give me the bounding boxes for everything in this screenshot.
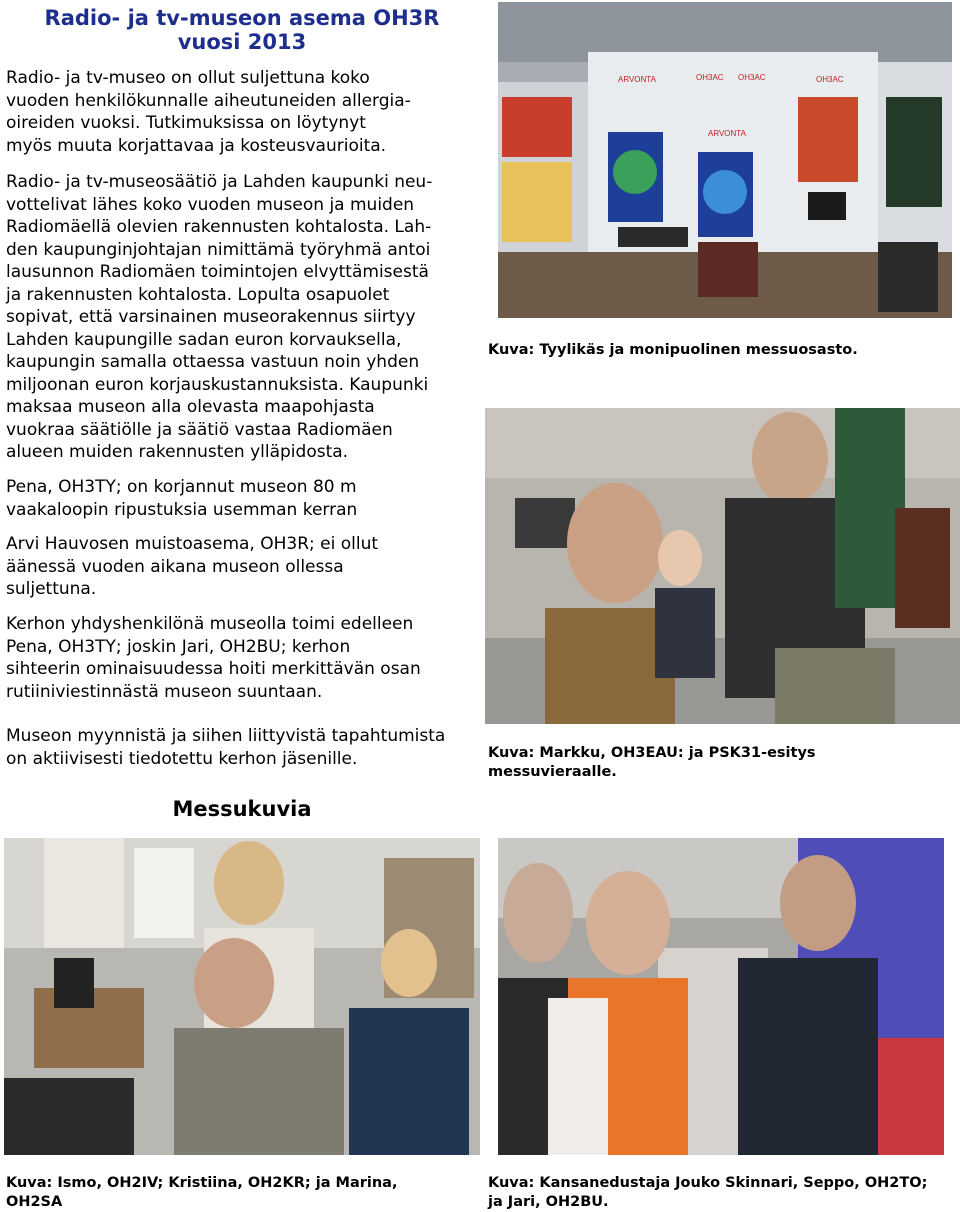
paragraph-memorial-station: Arvi Hauvosen muistoasema, OH3R; ei ollut äänessä vuoden aikana museon ollessa suljettuna. bbox=[6, 534, 379, 599]
title-line-2: vuosi 2013 bbox=[177, 30, 307, 54]
caption-psk31-demo: Kuva: Markku, OH3EAU: ja PSK31-esitys messuvieraalle. bbox=[488, 745, 816, 780]
paragraph-negotiations: Radio- ja tv-museosäätiö ja Lahden kaupunki neu- vottelivat lähes koko vuoden museon ja muiden Radiomäellä olevien rakennusten kohtalosta. Lah- den kaupunginjohtajan nimittämä työryhmä antoi lausunnon Radiomäen toimintojen elvyttämisestä ja rakennusten kohtalosta. Lopulta osapuolet sopivat, että varsinainen museorakennus siirtyy Lahden kaupungille sadan euron korvauksella, kaupungin samalla ottaessa vastuun noin yhden miljoonan euron korjauskustannuksista. Kaupunki maksaa museon alla olevasta maapohjasta vuokraa säätiölle ja säätiö vastaa Radiomäen alueen muiden rakennusten ylläpidosta. bbox=[6, 172, 433, 462]
booth-sign-4: OH3AC bbox=[816, 75, 844, 84]
photo-politician bbox=[498, 838, 944, 1155]
caption-visitors: Kuva: Ismo, OH2IV; Kristiina, OH2KR; ja Marina, OH2SA bbox=[6, 1175, 398, 1210]
paragraph-museum-sale: Museon myynnistä ja siihen liittyvistä tapahtumista on aktiivisesti tiedotettu kerhon jäsenille. bbox=[6, 726, 446, 769]
article-title bbox=[0, 6, 484, 54]
booth-sign-3: OH3AC bbox=[738, 73, 766, 82]
caption-fair-booth: Kuva: Tyylikäs ja monipuolinen messuosasto. bbox=[488, 342, 858, 358]
photo-visitors bbox=[4, 838, 480, 1155]
paragraph-contact-person: Kerhon yhdyshenkilönä museolla toimi edelleen Pena, OH3TY; joskin Jari, OH2BU; kerhon sihteerin ominaisuudessa hoiti merkittävän osan rutiiniviestinnästä museon suuntaan. bbox=[6, 614, 421, 702]
photo-fair-booth bbox=[498, 2, 952, 318]
paragraph-loop-antenna: Pena, OH3TY; on korjannut museon 80 m vaakaloopin ripustuksia usemman kerran bbox=[6, 477, 358, 520]
title-line-1: Radio- ja tv-museon asema OH3R bbox=[44, 6, 440, 30]
paragraph-closure: Radio- ja tv-museo on ollut suljettuna koko vuoden henkilökunnalle aiheutuneiden allergia- oireiden vuoksi. Tutkimuksissa on löytynyt myös muuta korjattavaa ja kosteusvaurioita. bbox=[6, 68, 411, 156]
booth-sign-2: OH3AC bbox=[696, 73, 724, 82]
booth-sign-5: ARVONTA bbox=[708, 129, 746, 138]
section-heading: Messukuvia bbox=[172, 797, 312, 821]
booth-sign-1: ARVONTA bbox=[618, 75, 656, 84]
caption-politician: Kuva: Kansanedustaja Jouko Skinnari, Seppo, OH2TO; ja Jari, OH2BU. bbox=[488, 1175, 928, 1210]
photo-psk31-demo bbox=[485, 408, 960, 724]
